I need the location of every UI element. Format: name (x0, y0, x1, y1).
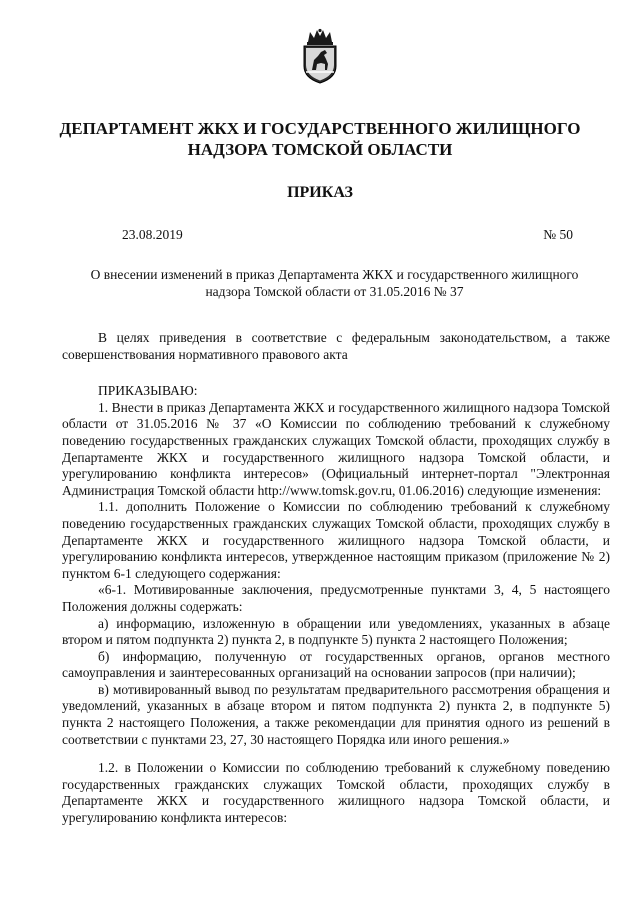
item-1-2-paragraph: 1.2. в Положении о Комиссии по соблюдению требований к служебному поведению государственных гражданских служащих Томской области, проходящих службу в Департаменте ЖКХ и государственного жилищного надзора Томской области, и урегулированию конфликта интересов: (62, 760, 610, 826)
subclause-b-paragraph: б) информацию, полученную от государственных органов, органов местного самоуправления и заинтересованных организаций на основании запросов (при наличии); (62, 648, 610, 681)
order-directive: ПРИКАЗЫВАЮ: (98, 383, 198, 399)
preamble-paragraph: В целях приведения в соответствие с федеральным законодательством, а также совершенствования нормативного правового акта (62, 330, 610, 362)
order-number: № 50 (543, 227, 573, 242)
clause-6-1-paragraph: «6-1. Мотивированные заключения, предусмотренные пунктами 3, 4, 5 настоящего Положения должны содержать: (62, 582, 610, 614)
tomsk-region-coat-of-arms-icon (299, 28, 341, 84)
subject-line-2: надзора Томской области от 31.05.2016 № 37 (205, 284, 464, 299)
document-type: ПРИКАЗ (287, 184, 353, 201)
order-body (62, 330, 610, 827)
order-subject (62, 266, 607, 300)
subclause-c-paragraph: в) мотивированный вывод по результатам предварительного рассмотрения обращения и уведомлений, указанных в абзаце втором и пятом подпункта 2) пункта 2, в подпункте 5) пункта 2 настоящего Положения, а также рекомендации для принятия одного из решений в соответствии с пунктами 23, 27, 30 настоящего Порядка или иного решения.» (62, 681, 610, 747)
item-1-paragraph: 1. Внести в приказ Департамента ЖКХ и государственного жилищного надзора Томской области от 31.05.2016 № 37 «О Комиссии по соблюдению требований к служебному поведению государственных гражданских служащих Томской области, проходящих службу в Департаменте ЖКХ и государственного жилищного надзора Томской области, и урегулированию конфликта интересов» (Официальный интернет-портал "Электронная Администрация Томской области http://www.tomsk.gov.ru, 01.06.2016) следующие изменения: (62, 399, 610, 498)
order-date: 23.08.2019 (122, 227, 183, 242)
subclause-a-paragraph: а) информацию, изложенную в обращении или уведомлениях, указанных в абзаце втором и пятом подпункта 2) пункта 2, в подпункте 5) пункта 2 настоящего Положения; (62, 615, 610, 648)
department-title (0, 118, 640, 160)
subject-line-1: О внесении изменений в приказ Департамента ЖКХ и государственного жилищного (90, 267, 579, 282)
department-title-line-2: НАДЗОРА ТОМСКОЙ ОБЛАСТИ (187, 140, 453, 159)
department-title-line-1: ДЕПАРТАМЕНТ ЖКХ И ГОСУДАРСТВЕННОГО ЖИЛИЩНОГО (59, 119, 581, 138)
item-1-1-paragraph: 1.1. дополнить Положение о Комиссии по соблюдению требований к служебному поведению государственных гражданских служащих Томской области, проходящих службу в Департаменте ЖКХ и государственного жилищного надзора Томской области, и урегулированию конфликта интересов, утвержденное настоящим приказом (приложение № 2) пунктом 6-1 следующего содержания: (62, 499, 610, 581)
